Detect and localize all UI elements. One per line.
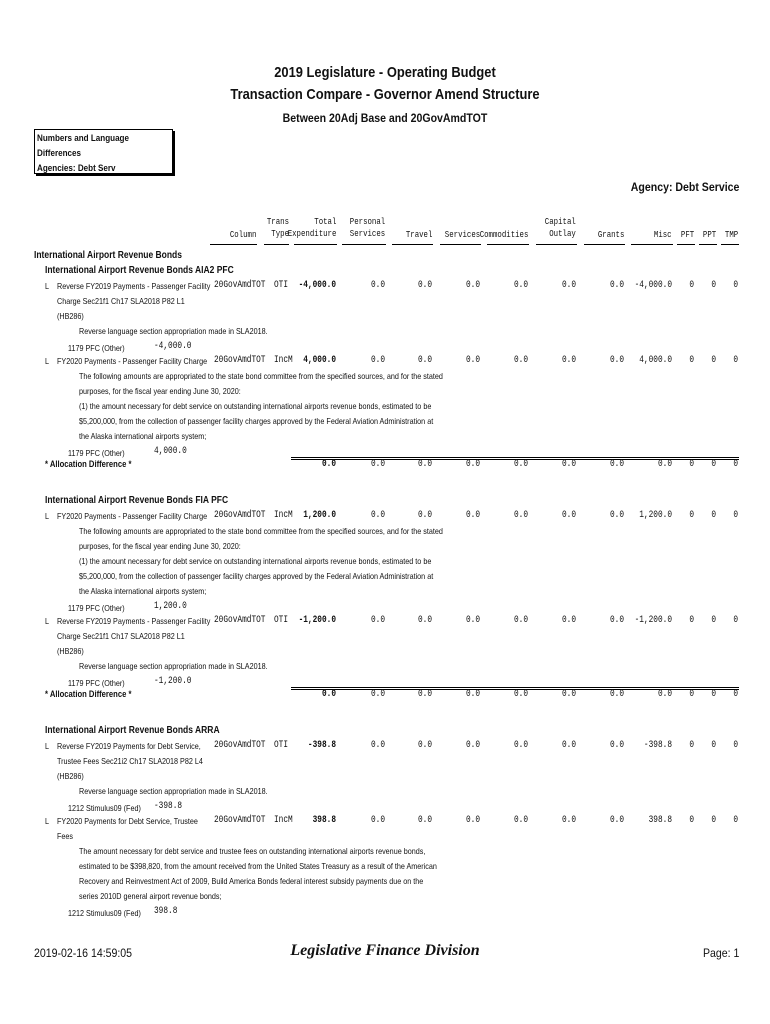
tx-value-ppt: 0 bbox=[711, 815, 716, 826]
tx-value-grants: 0.0 bbox=[609, 355, 624, 366]
col-header-ppt: PPT bbox=[702, 230, 716, 240]
col-header-trans bbox=[267, 216, 289, 240]
tx-value-misc: 1,200.0 bbox=[639, 510, 672, 521]
col-header-misc: Misc bbox=[654, 230, 672, 240]
tx-value-services: 0.0 bbox=[465, 615, 480, 626]
tx-fund-amount: 398.8 bbox=[154, 906, 178, 917]
allocation-difference-grants: 0.0 bbox=[609, 459, 624, 470]
col-header-personal-line1: Personal bbox=[349, 217, 385, 227]
report-subtitle: Transaction Compare - Governor Amend Structure bbox=[230, 86, 540, 103]
tx-value-pft: 0 bbox=[689, 815, 694, 826]
allocation-difference-grants: 0.0 bbox=[609, 689, 624, 700]
tx-value-pft: 0 bbox=[689, 510, 694, 521]
tx-value-travel: 0.0 bbox=[417, 355, 432, 366]
col-header-personal-line2: Services bbox=[349, 229, 385, 239]
tx-fund-source: 1179 PFC (Other) bbox=[68, 603, 125, 613]
tx-value-commodities: 0.0 bbox=[513, 280, 528, 291]
tx-description: (HB286) bbox=[57, 311, 84, 321]
tx-value-pft: 0 bbox=[689, 615, 694, 626]
tx-value-services: 0.0 bbox=[465, 740, 480, 751]
tx-value-personal: 0.0 bbox=[370, 510, 385, 521]
tx-value-personal: 0.0 bbox=[370, 280, 385, 291]
col-underline bbox=[584, 244, 625, 245]
tx-value-grants: 0.0 bbox=[609, 740, 624, 751]
tx-flag: L bbox=[45, 741, 50, 751]
allocation-difference-pft: 0 bbox=[689, 689, 694, 700]
tx-language: Recovery and Reinvestment Act of 2009, Build America Bonds federal interest subsidy payments due on the bbox=[79, 876, 424, 886]
tx-description: (HB286) bbox=[57, 771, 84, 781]
tx-value-total: -1,200.0 bbox=[298, 615, 336, 626]
col-header-trans-line2: Type bbox=[271, 229, 289, 239]
filter-line: Agencies: Debt Serv bbox=[37, 163, 116, 174]
tx-value-total: 398.8 bbox=[312, 815, 336, 826]
tx-value-ppt: 0 bbox=[711, 615, 716, 626]
tx-value-ppt: 0 bbox=[711, 740, 716, 751]
tx-type: IncM bbox=[274, 355, 293, 366]
tx-column: 20GovAmdTOT bbox=[214, 615, 266, 626]
allocation-difference-total: 0.0 bbox=[321, 459, 336, 470]
tx-language: purposes, for the fiscal year ending June 30, 2020: bbox=[79, 386, 241, 396]
appropriation-name: International Airport Revenue Bonds bbox=[34, 250, 182, 261]
tx-value-capital: 0.0 bbox=[561, 815, 576, 826]
tx-type: OTI bbox=[274, 740, 289, 751]
tx-description: Reverse FY2019 Payments - Passenger Facility bbox=[57, 281, 211, 291]
allocation-difference-ppt: 0 bbox=[711, 459, 716, 470]
tx-value-travel: 0.0 bbox=[417, 815, 432, 826]
allocation-difference-travel: 0.0 bbox=[417, 689, 432, 700]
tx-value-services: 0.0 bbox=[465, 280, 480, 291]
tx-language: series 2010D general airport revenue bonds; bbox=[79, 891, 222, 901]
filter-box bbox=[34, 129, 173, 174]
tx-value-misc: 398.8 bbox=[648, 815, 672, 826]
tx-value-tmp: 0 bbox=[733, 615, 738, 626]
footer-division: Legislative Finance Division bbox=[290, 942, 480, 959]
tx-description: Charge Sec21f1 Ch17 SLA2018 P82 L1 bbox=[57, 631, 185, 641]
tx-language: the Alaska international airports system; bbox=[79, 431, 207, 441]
tx-value-personal: 0.0 bbox=[370, 355, 385, 366]
tx-type: OTI bbox=[274, 280, 289, 291]
tx-language: $5,200,000, from the collection of passenger facility charges approved by the Federal Aviation Administration at bbox=[79, 571, 434, 581]
tx-value-ppt: 0 bbox=[711, 510, 716, 521]
allocation-difference-pft: 0 bbox=[689, 459, 694, 470]
allocation-difference-label: * Allocation Difference * bbox=[45, 689, 132, 699]
col-underline bbox=[699, 244, 717, 245]
allocation-difference-services: 0.0 bbox=[465, 689, 480, 700]
col-underline bbox=[392, 244, 433, 245]
col-underline bbox=[721, 244, 739, 245]
tx-language: Reverse language section appropriation made in SLA2018. bbox=[79, 326, 268, 336]
filter-line: Numbers and Language bbox=[37, 133, 129, 144]
tx-value-ppt: 0 bbox=[711, 280, 716, 291]
tx-value-commodities: 0.0 bbox=[513, 355, 528, 366]
tx-fund-amount: 1,200.0 bbox=[154, 601, 187, 612]
tx-value-total: -398.8 bbox=[307, 740, 336, 751]
tx-description: FY2020 Payments for Debt Service, Trustee bbox=[57, 816, 198, 826]
filter-line: Differences bbox=[37, 148, 81, 159]
tx-column: 20GovAmdTOT bbox=[214, 740, 266, 751]
tx-type: IncM bbox=[274, 510, 293, 521]
tx-value-pft: 0 bbox=[689, 280, 694, 291]
tx-description: Fees bbox=[57, 831, 74, 841]
tx-column: 20GovAmdTOT bbox=[214, 280, 266, 291]
tx-fund-amount: -398.8 bbox=[154, 801, 183, 812]
tx-column: 20GovAmdTOT bbox=[214, 510, 266, 521]
tx-value-capital: 0.0 bbox=[561, 280, 576, 291]
tx-language: purposes, for the fiscal year ending June 30, 2020: bbox=[79, 541, 241, 551]
tx-fund-amount: -1,200.0 bbox=[154, 676, 192, 687]
col-header-column: Column bbox=[229, 230, 256, 240]
allocation-difference-personal: 0.0 bbox=[370, 689, 385, 700]
tx-value-total: 4,000.0 bbox=[303, 355, 336, 366]
tx-description: (HB286) bbox=[57, 646, 84, 656]
tx-language: $5,200,000, from the collection of passenger facility charges approved by the Federal Aviation Administration at bbox=[79, 416, 434, 426]
allocation-difference-travel: 0.0 bbox=[417, 459, 432, 470]
tx-language: (1) the amount necessary for debt service on outstanding international airports revenue bonds, estimated to be bbox=[79, 556, 432, 566]
tx-flag: L bbox=[45, 356, 50, 366]
tx-description: Trustee Fees Sec21i2 Ch17 SLA2018 P82 L4 bbox=[57, 756, 203, 766]
col-header-capital-line2: Outlay bbox=[549, 229, 576, 239]
tx-type: IncM bbox=[274, 815, 293, 826]
report-timestamp: 2019-02-16 14:59:05 bbox=[34, 946, 133, 960]
tx-value-pft: 0 bbox=[689, 355, 694, 366]
tx-language: estimated to be $398,820, from the amount received from the United States Treasury as a result of the American bbox=[79, 861, 437, 871]
tx-language: the Alaska international airports system; bbox=[79, 586, 207, 596]
tx-value-commodities: 0.0 bbox=[513, 815, 528, 826]
allocation-difference-label: * Allocation Difference * bbox=[45, 459, 132, 469]
report-title: 2019 Legislature - Operating Budget bbox=[274, 64, 496, 81]
col-underline bbox=[210, 244, 257, 245]
col-header-grants: Grants bbox=[597, 230, 624, 240]
tx-value-travel: 0.0 bbox=[417, 280, 432, 291]
tx-value-misc: 4,000.0 bbox=[639, 355, 672, 366]
tx-fund-source: 1179 PFC (Other) bbox=[68, 448, 125, 458]
tx-value-travel: 0.0 bbox=[417, 740, 432, 751]
allocation-difference-tmp: 0 bbox=[733, 689, 738, 700]
tx-value-misc: -4,000.0 bbox=[634, 280, 672, 291]
page-number: Page: 1 bbox=[702, 946, 739, 960]
col-header-tmp: TMP bbox=[724, 230, 738, 240]
tx-column: 20GovAmdTOT bbox=[214, 355, 266, 366]
col-underline bbox=[536, 244, 577, 245]
allocation-name: International Airport Revenue Bonds AIA2 PFC bbox=[45, 265, 234, 276]
tx-value-capital: 0.0 bbox=[561, 740, 576, 751]
tx-language: The amount necessary for debt service and trustee fees on outstanding international airports revenue bonds, bbox=[79, 846, 426, 856]
tx-value-pft: 0 bbox=[689, 740, 694, 751]
report-comparison: Between 20Adj Base and 20GovAmdTOT bbox=[282, 111, 488, 125]
tx-flag: L bbox=[45, 281, 50, 291]
tx-value-tmp: 0 bbox=[733, 740, 738, 751]
tx-description: Charge Sec21f1 Ch17 SLA2018 P82 L1 bbox=[57, 296, 185, 306]
col-underline bbox=[487, 244, 529, 245]
col-header-personal bbox=[350, 216, 385, 240]
total-divider bbox=[291, 687, 739, 688]
tx-description: Reverse FY2019 Payments - Passenger Facility bbox=[57, 616, 211, 626]
allocation-difference-ppt: 0 bbox=[711, 689, 716, 700]
tx-value-personal: 0.0 bbox=[370, 740, 385, 751]
allocation-name: International Airport Revenue Bonds ARRA bbox=[45, 725, 220, 736]
tx-value-misc: -398.8 bbox=[643, 740, 672, 751]
allocation-difference-personal: 0.0 bbox=[370, 459, 385, 470]
tx-value-services: 0.0 bbox=[465, 510, 480, 521]
col-header-total-line1: Total bbox=[313, 217, 336, 227]
col-header-total bbox=[287, 216, 336, 240]
tx-value-personal: 0.0 bbox=[370, 815, 385, 826]
tx-fund-source: 1212 Stimulus09 (Fed) bbox=[68, 803, 141, 813]
tx-value-tmp: 0 bbox=[733, 510, 738, 521]
tx-value-capital: 0.0 bbox=[561, 510, 576, 521]
tx-value-travel: 0.0 bbox=[417, 615, 432, 626]
total-divider bbox=[291, 457, 739, 458]
tx-value-ppt: 0 bbox=[711, 355, 716, 366]
tx-flag: L bbox=[45, 816, 50, 826]
tx-fund-amount: -4,000.0 bbox=[154, 341, 192, 352]
tx-description: FY2020 Payments - Passenger Facility Charge bbox=[57, 511, 208, 521]
tx-value-grants: 0.0 bbox=[609, 815, 624, 826]
tx-value-tmp: 0 bbox=[733, 815, 738, 826]
tx-column: 20GovAmdTOT bbox=[214, 815, 266, 826]
tx-value-tmp: 0 bbox=[733, 355, 738, 366]
tx-value-capital: 0.0 bbox=[561, 355, 576, 366]
tx-language: The following amounts are appropriated to the state bond committee from the specified sources, and for the stated bbox=[79, 371, 443, 381]
col-header-capital bbox=[545, 216, 576, 240]
tx-value-capital: 0.0 bbox=[561, 615, 576, 626]
tx-language: Reverse language section appropriation made in SLA2018. bbox=[79, 786, 268, 796]
col-header-services: Services bbox=[444, 230, 480, 240]
agency-label: Agency: Debt Service bbox=[630, 180, 739, 194]
allocation-difference-commodities: 0.0 bbox=[513, 459, 528, 470]
allocation-difference-capital: 0.0 bbox=[561, 459, 576, 470]
tx-value-grants: 0.0 bbox=[609, 510, 624, 521]
tx-language: The following amounts are appropriated to the state bond committee from the specified sources, and for the stated bbox=[79, 526, 443, 536]
col-header-pft: PFT bbox=[680, 230, 694, 240]
tx-value-grants: 0.0 bbox=[609, 615, 624, 626]
tx-fund-amount: 4,000.0 bbox=[154, 446, 187, 457]
col-header-trans-line1: Trans bbox=[266, 217, 289, 227]
tx-language: Reverse language section appropriation made in SLA2018. bbox=[79, 661, 268, 671]
tx-value-total: 1,200.0 bbox=[303, 510, 336, 521]
allocation-difference-tmp: 0 bbox=[733, 459, 738, 470]
tx-flag: L bbox=[45, 511, 50, 521]
tx-value-tmp: 0 bbox=[733, 280, 738, 291]
tx-fund-source: 1212 Stimulus09 (Fed) bbox=[68, 908, 141, 918]
tx-value-grants: 0.0 bbox=[609, 280, 624, 291]
col-underline bbox=[342, 244, 386, 245]
col-header-capital-line1: Capital bbox=[544, 217, 576, 227]
allocation-difference-total: 0.0 bbox=[321, 689, 336, 700]
col-underline bbox=[677, 244, 695, 245]
allocation-difference-misc: 0.0 bbox=[657, 459, 672, 470]
col-header-commodities: Commodities bbox=[479, 230, 528, 240]
tx-language: (1) the amount necessary for debt service on outstanding international airports revenue bonds, estimated to be bbox=[79, 401, 432, 411]
tx-value-services: 0.0 bbox=[465, 815, 480, 826]
allocation-difference-misc: 0.0 bbox=[657, 689, 672, 700]
col-underline bbox=[264, 244, 289, 245]
col-header-total-line2: Expenditure bbox=[287, 229, 336, 239]
col-header-travel: Travel bbox=[405, 230, 432, 240]
tx-fund-source: 1179 PFC (Other) bbox=[68, 678, 125, 688]
tx-value-personal: 0.0 bbox=[370, 615, 385, 626]
tx-value-travel: 0.0 bbox=[417, 510, 432, 521]
tx-value-misc: -1,200.0 bbox=[634, 615, 672, 626]
tx-fund-source: 1179 PFC (Other) bbox=[68, 343, 125, 353]
tx-value-commodities: 0.0 bbox=[513, 615, 528, 626]
allocation-difference-services: 0.0 bbox=[465, 459, 480, 470]
tx-value-commodities: 0.0 bbox=[513, 740, 528, 751]
col-underline bbox=[294, 244, 337, 245]
col-underline bbox=[440, 244, 481, 245]
col-underline bbox=[631, 244, 673, 245]
tx-description: Reverse FY2019 Payments for Debt Service, bbox=[57, 741, 201, 751]
allocation-name: International Airport Revenue Bonds FIA PFC bbox=[45, 495, 229, 506]
allocation-difference-capital: 0.0 bbox=[561, 689, 576, 700]
tx-type: OTI bbox=[274, 615, 289, 626]
tx-value-total: -4,000.0 bbox=[298, 280, 336, 291]
tx-value-commodities: 0.0 bbox=[513, 510, 528, 521]
allocation-difference-commodities: 0.0 bbox=[513, 689, 528, 700]
tx-value-services: 0.0 bbox=[465, 355, 480, 366]
tx-description: FY2020 Payments - Passenger Facility Charge bbox=[57, 356, 208, 366]
tx-flag: L bbox=[45, 616, 50, 626]
